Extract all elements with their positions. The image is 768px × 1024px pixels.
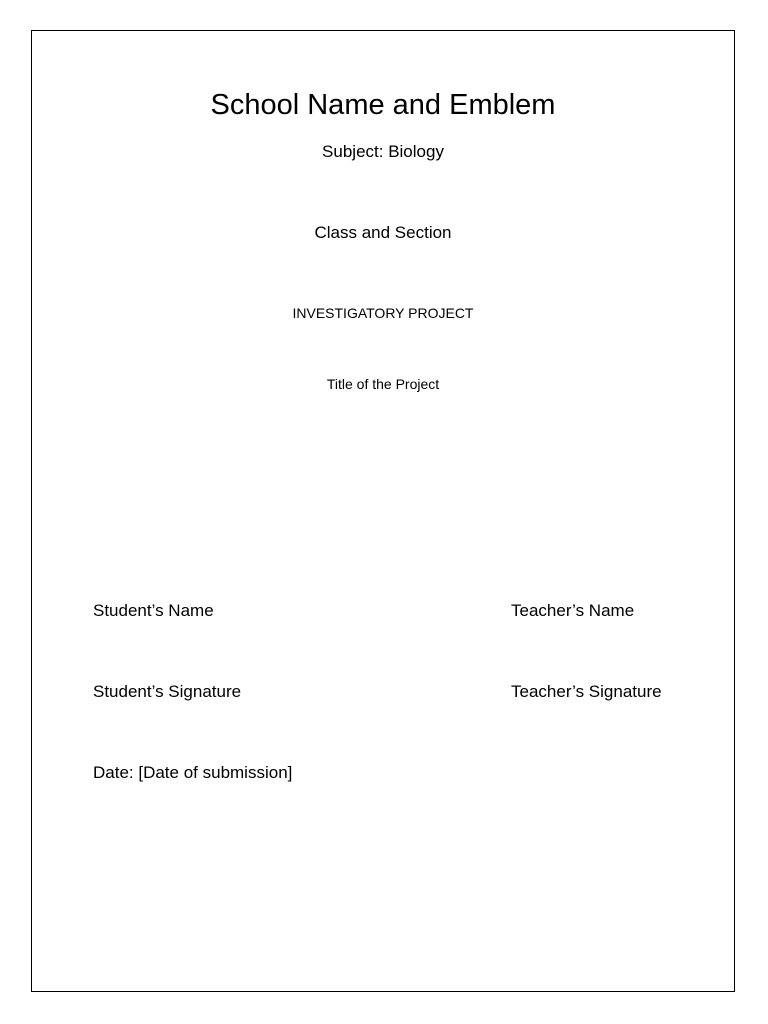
school-name-heading: School Name and Emblem: [210, 89, 556, 121]
teacher-signature-field: Teacher’s Signature: [511, 682, 662, 701]
student-signature-field: Student’s Signature: [93, 682, 242, 701]
subject-line: Subject: Biology: [322, 142, 444, 161]
project-type-line: INVESTIGATORY PROJECT: [292, 305, 474, 321]
project-title-line: Title of the Project: [326, 376, 440, 392]
page-border: [31, 30, 735, 992]
submission-date-field: Date: [Date of submission]: [93, 763, 293, 782]
class-section-line: Class and Section: [314, 223, 452, 242]
student-name-field: Student’s Name: [93, 601, 214, 620]
teacher-name-field: Teacher’s Name: [511, 601, 635, 620]
